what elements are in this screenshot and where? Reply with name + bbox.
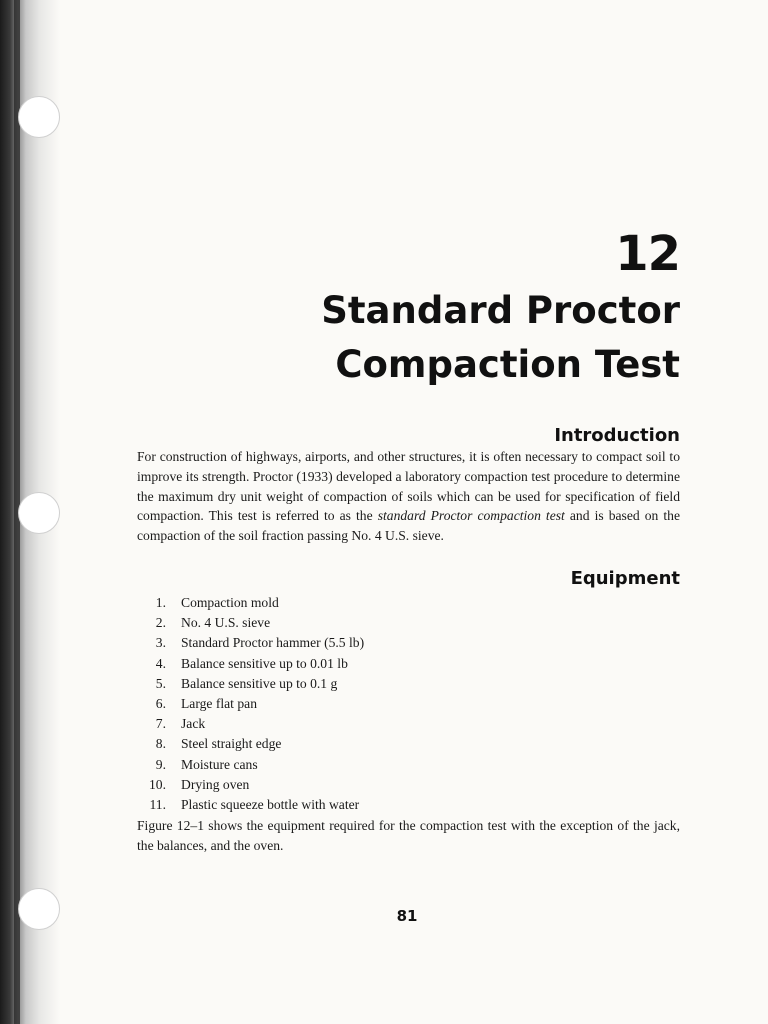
- list-item: [137, 694, 537, 714]
- intro-text-start: For construction of highways, airports, and other structures, it is often necessary to compact soil to improve its strength. Proctor (1933) developed a laboratory compaction test procedure to determine the maximum dry unit weight of compaction of soils which can be used for specification of field compaction. This test is referred to as the: [137, 449, 680, 524]
- list-item-number: 1.: [155, 595, 166, 610]
- list-item-number: 8.: [155, 736, 166, 752]
- list-item-label: Large flat pan: [181, 695, 257, 711]
- list-item: [137, 714, 537, 734]
- figure-reference-paragraph: Figure 12–1 shows the equipment required for the compaction test with the exception of the jack, the balances, and the oven.: [137, 818, 680, 853]
- list-item: [137, 734, 537, 754]
- list-item-label: Standard Proctor hammer (5.5 lb): [181, 635, 365, 651]
- equipment-heading: Equipment: [570, 568, 680, 589]
- list-item-number: 5.: [155, 675, 166, 691]
- page-number: 81: [396, 907, 418, 925]
- list-item-label: Steel straight edge: [181, 736, 282, 752]
- list-item: [137, 654, 537, 674]
- list-item-label: Balance sensitive up to 0.1 g: [181, 675, 338, 691]
- chapter-title-line2: Compaction Test: [335, 343, 680, 386]
- list-item-label: Moisture cans: [181, 756, 258, 772]
- list-item-label: Drying oven: [181, 776, 250, 792]
- chapter-title-line1: Standard Proctor: [321, 289, 680, 332]
- punch-hole-top: [18, 96, 60, 138]
- list-item-label: Plastic squeeze bottle with water: [181, 796, 360, 812]
- chapter-number: 12: [615, 226, 680, 282]
- list-item-number: 6.: [155, 695, 166, 711]
- list-item: [137, 755, 537, 775]
- list-item-number: 3.: [155, 635, 166, 651]
- list-item: [137, 593, 537, 613]
- list-item: [137, 633, 537, 653]
- punch-hole-bottom: [18, 888, 60, 930]
- punch-hole-middle: [18, 492, 60, 534]
- list-item-number: 9.: [155, 756, 166, 772]
- chapter-title: [321, 284, 680, 392]
- list-item-number: 10.: [149, 776, 166, 792]
- list-item-number: 11.: [149, 796, 166, 812]
- introduction-paragraph: [137, 447, 680, 546]
- equipment-list: [137, 593, 537, 815]
- list-item-label: Jack: [181, 716, 206, 732]
- list-item-number: 7.: [155, 716, 166, 732]
- list-item-number: 4.: [155, 655, 166, 671]
- introduction-heading: Introduction: [554, 425, 680, 446]
- list-item-label: Balance sensitive up to 0.01 lb: [181, 655, 348, 671]
- list-item: [137, 613, 537, 633]
- intro-text-end: and is based on the compaction of the soil fraction passing No. 4 U.S. sieve.: [137, 508, 680, 544]
- list-item: [137, 674, 537, 694]
- list-item-number: 2.: [155, 615, 166, 631]
- list-item-label: No. 4 U.S. sieve: [181, 615, 271, 631]
- intro-italic-term: standard Proctor compaction test: [377, 508, 565, 524]
- list-item: [137, 775, 537, 795]
- list-item: [137, 795, 537, 815]
- list-item-label: Compaction mold: [181, 595, 279, 610]
